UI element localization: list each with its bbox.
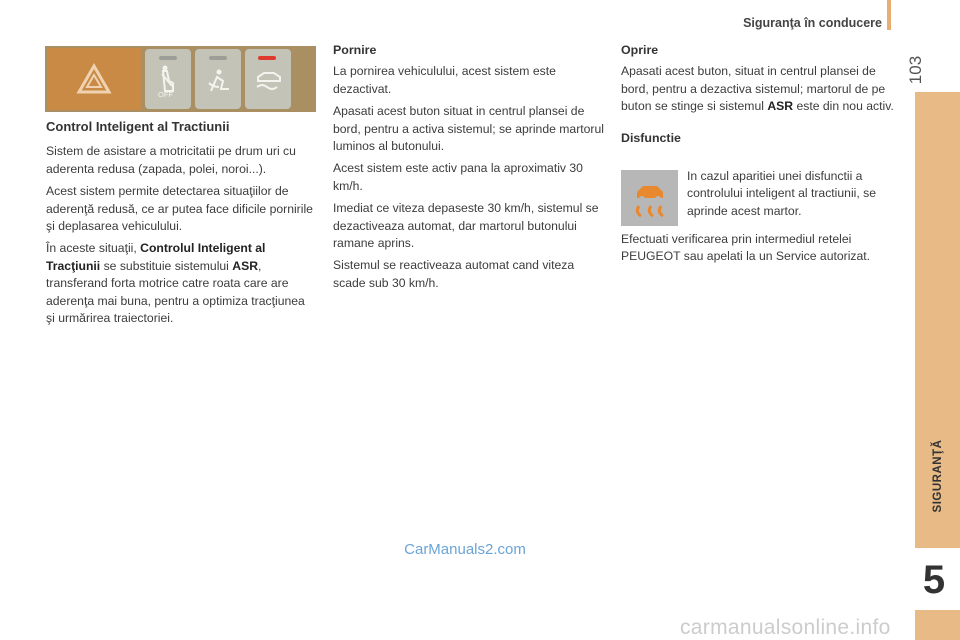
subheading-stop: Oprire bbox=[621, 43, 659, 57]
service-paragraph bbox=[621, 231, 906, 266]
text-span: se substituie sistemului bbox=[100, 258, 233, 273]
column-start bbox=[333, 42, 608, 297]
subheading-start: Pornire bbox=[333, 43, 377, 57]
paragraph bbox=[46, 240, 316, 327]
malfunction-warning-lamp bbox=[621, 170, 678, 226]
paragraph: La pornirea vehiculului, acest sistem este dezactivat. bbox=[333, 64, 556, 96]
term-highlight: ASR bbox=[232, 258, 259, 273]
section-label: SIGURANŢĂ bbox=[932, 439, 944, 513]
malfunction-paragraph bbox=[687, 168, 897, 220]
button-indicator-led-active bbox=[258, 56, 276, 60]
paragraph: Efectuati verificarea prin intermediul retelei PEUGEOT sau apelati la un Service autorizat. bbox=[621, 232, 871, 264]
subheading-malfunction: Disfunctie bbox=[621, 130, 681, 145]
paragraph bbox=[621, 63, 901, 115]
text-span: În aceste situaţii, bbox=[46, 241, 141, 256]
button-indicator-led bbox=[159, 56, 177, 60]
page-number: 103 bbox=[906, 55, 925, 85]
chapter-number: 5 bbox=[922, 558, 946, 602]
text-span: este din nou activ. bbox=[793, 99, 894, 114]
hazard-warning-icon bbox=[47, 48, 141, 110]
traction-warning-icon bbox=[621, 170, 678, 226]
text-span: Apasati acest buton, situat in centrul plansei de bord, pentru a dezactiva sistemul; martorul de pe buton se stinge si sistemul bbox=[621, 64, 886, 114]
paragraph: Acest sistem permite detectarea situaţiilor de aderenţă redusă, ce ar putea face dificile pornirile şi deplasarea vehiculului. bbox=[46, 184, 313, 234]
paragraph: Acest sistem este activ pana la aproximativ 30 km/h. bbox=[333, 161, 583, 193]
section-heading: Control Inteligent al Tractiunii bbox=[46, 119, 230, 134]
off-label: OFF bbox=[158, 90, 173, 99]
watermark-carmanualsonline: carmanualsonline.info bbox=[680, 616, 891, 639]
term-highlight: ASR bbox=[767, 99, 794, 114]
watermark-carmanuals2: CarManuals2.com bbox=[404, 541, 526, 558]
column-stop bbox=[621, 42, 901, 151]
paragraph: Sistemul se reactiveaza automat cand viteza scade sub 30 km/h. bbox=[333, 258, 575, 290]
page-header-title: Siguranţa în conducere bbox=[743, 16, 882, 30]
button-indicator-led bbox=[209, 56, 227, 60]
text-span: , transferand forta motrice catre roata care are aderenţa mai buna, pentru a optimiza tracţiunea şi urmărirea traiectoriei. bbox=[46, 258, 305, 326]
paragraph: Imediat ce viteza depaseste 30 km/h, sistemul se dezactiveaza automat, dar martorul butonului ramane aprins. bbox=[333, 201, 599, 251]
hazard-section bbox=[47, 48, 141, 110]
paragraph: Apasati acest buton situat in centrul plansei de bord, pentru a activa sistemul; se aprinde martorul luminos al butonului. bbox=[333, 104, 604, 154]
header-accent-bar bbox=[887, 0, 891, 30]
paragraph: Sistem de asistare a motricitatii pe drum uri cu aderenta redusa (zapada, polei, noroi...). bbox=[46, 144, 296, 176]
paragraph: In cazul aparitiei unei disfunctii a controlului inteligent al tractiunii, se aprinde acest martor. bbox=[687, 169, 877, 218]
column-intro bbox=[46, 118, 316, 332]
term-highlight: Controlul Inteligent al Tracţiunii bbox=[46, 241, 266, 273]
